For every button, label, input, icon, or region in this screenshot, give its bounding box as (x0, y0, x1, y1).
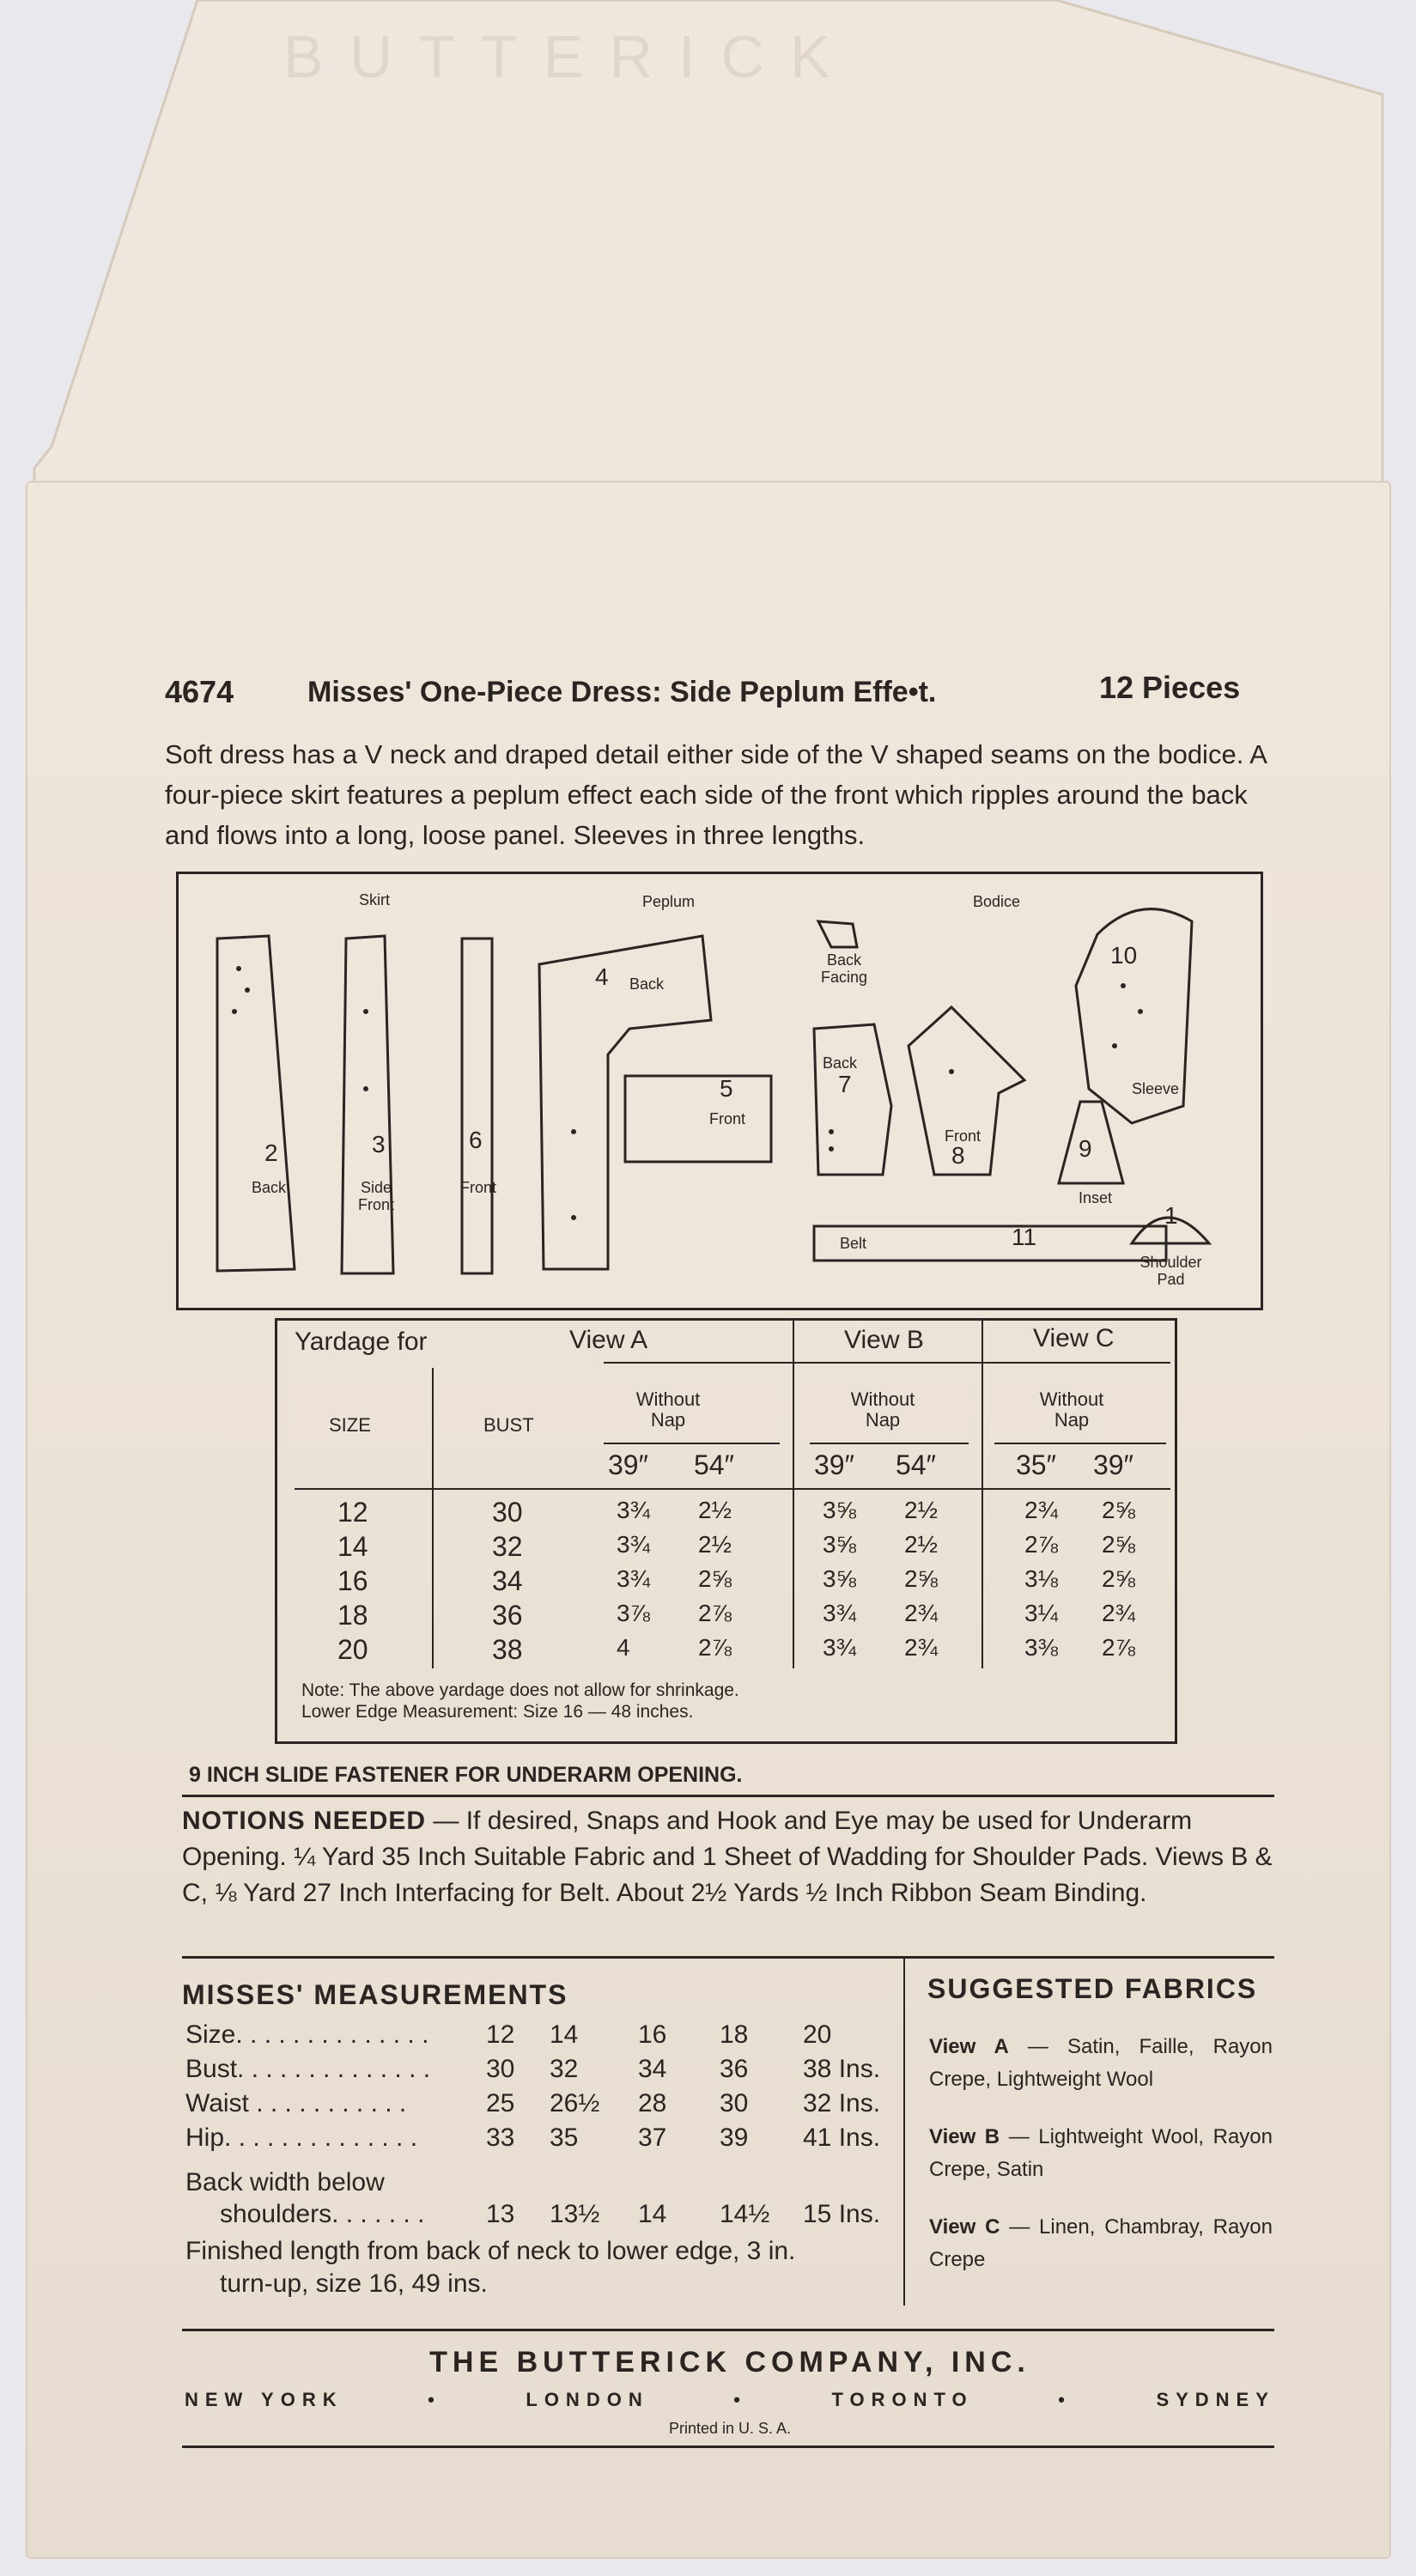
measurements-title: MISSES' MEASUREMENTS (182, 1979, 568, 2010)
nap-b-header: Without Nap (850, 1388, 915, 1431)
yardage-value: 2⅝ (1102, 1497, 1135, 1523)
piece-label: Back (823, 1054, 858, 1072)
fabrics-title: SUGGESTED FABRICS (927, 1973, 1258, 2004)
pattern-title: Misses' One-Piece Dress: Side Peplum Effe•t. (307, 676, 937, 708)
yardage-value: 3⅝ (823, 1565, 856, 1592)
view-b-header: View B (844, 1326, 924, 1354)
yardage-bust: 38 (492, 1634, 523, 1665)
back-width-value: 15 Ins. (803, 2200, 881, 2228)
yardage-value: 2⅝ (1102, 1531, 1135, 1558)
group-label-bodice: Bodice (973, 893, 1021, 910)
piece-num: 10 (1110, 942, 1138, 969)
piece-8-shape (909, 1007, 1024, 1175)
yardage-value: 4 (617, 1634, 630, 1661)
divider (182, 1795, 1274, 1797)
piece-label: Back (629, 975, 665, 993)
measurement-value: 36 (720, 2055, 749, 2083)
yardage-size: 18 (337, 1600, 368, 1631)
piece-label: Sleeve (1132, 1080, 1180, 1097)
piece-num: 7 (838, 1071, 852, 1097)
yardage-value: 3⅝ (823, 1497, 856, 1523)
yardage-size: 16 (337, 1565, 368, 1596)
divider (182, 1956, 1274, 1959)
width-header: 39″ (1093, 1449, 1133, 1480)
measurement-value: 38 Ins. (803, 2055, 881, 2083)
yardage-value: 3⅛ (1024, 1565, 1058, 1592)
pattern-pieces-diagram (176, 872, 1263, 1310)
yardage-value: 2¾ (904, 1600, 938, 1626)
width-header: 54″ (694, 1449, 734, 1480)
notions-label: NOTIONS NEEDED (182, 1807, 427, 1835)
size-header: SIZE (329, 1414, 371, 1436)
measurement-value: 16 (638, 2020, 667, 2049)
measurement-value: 30 (720, 2089, 749, 2117)
back-width-value: 13½ (550, 2200, 600, 2228)
piece-label: Back Facing (820, 951, 868, 986)
fabric-view-c: View C — Linen, Chambray, Rayon Crepe (929, 2215, 1273, 2271)
nap-c-header: Without Nap (1039, 1388, 1104, 1431)
measurement-value: 32 (550, 2055, 579, 2083)
yardage-bust: 30 (492, 1497, 523, 1528)
measurement-value: 26½ (550, 2089, 600, 2117)
yardage-value: 3⅜ (1024, 1634, 1058, 1661)
piece-label: Back (252, 1179, 287, 1196)
width-header: 39″ (608, 1449, 648, 1480)
yardage-value: 3¾ (823, 1634, 856, 1661)
view-c-header: View C (1033, 1324, 1115, 1352)
piece-label: Inset (1079, 1189, 1113, 1206)
company-name: THE BUTTERICK COMPANY, INC. (429, 2346, 1030, 2379)
piece-3-shape (342, 936, 393, 1273)
measurement-label: Size. . . . . . . . . . . . . . (185, 2020, 429, 2049)
piece-back-facing-shape (818, 921, 857, 947)
yardage-value: 2⅝ (1102, 1565, 1135, 1592)
back-width-value: 14½ (720, 2200, 770, 2228)
piece-num: 8 (951, 1142, 965, 1169)
piece-label: Front (460, 1179, 497, 1196)
finished-length-2: turn-up, size 16, 49 ins. (220, 2269, 488, 2298)
measurement-value: 12 (486, 2020, 515, 2049)
piece-num: 6 (469, 1127, 483, 1153)
measurement-value: 14 (550, 2020, 579, 2049)
view-a-header: View A (569, 1326, 648, 1354)
piece-label: Shoulder Pad (1139, 1254, 1202, 1288)
yardage-table (275, 1318, 1177, 1744)
width-header: 35″ (1016, 1449, 1056, 1480)
yardage-value: 3¾ (617, 1531, 650, 1558)
piece-label: Belt (840, 1235, 867, 1252)
pattern-number: 4674 (165, 674, 234, 709)
yardage-value: 3¾ (617, 1565, 650, 1592)
piece-num: 5 (720, 1075, 733, 1102)
yardage-value: 2⅞ (698, 1634, 732, 1661)
fastener-note: 9 INCH SLIDE FASTENER FOR UNDERARM OPENING. (189, 1763, 743, 1787)
measurement-value: 28 (638, 2089, 667, 2117)
yardage-bust: 36 (492, 1600, 523, 1631)
measurement-value: 25 (486, 2089, 515, 2117)
yardage-value: 2⅞ (1024, 1531, 1058, 1558)
yardage-value: 2⅝ (698, 1565, 732, 1592)
company-cities: NEW YORK • LONDON • TORONTO • SYDNEY (185, 2389, 1275, 2410)
yardage-title: Yardage for (295, 1327, 428, 1356)
fabric-view-a: View A — Satin, Faille, Rayon Crepe, Lightweight Wool (929, 2035, 1273, 2091)
piece-6-shape (462, 939, 492, 1273)
nap-a-header: Without Nap (635, 1388, 701, 1431)
piece-num: 4 (595, 963, 609, 990)
yardage-size: 12 (337, 1497, 368, 1528)
yardage-value: 3¾ (823, 1600, 856, 1626)
yardage-note: Note: The above yardage does not allow for shrinkage. (301, 1680, 739, 1700)
piece-num: 2 (264, 1139, 278, 1166)
measurement-value: 32 Ins. (803, 2089, 881, 2117)
measurement-value: 20 (803, 2020, 832, 2049)
yardage-value: 2½ (904, 1497, 938, 1523)
svg-text:BUTTERICK: BUTTERICK (283, 23, 856, 90)
yardage-value: 2⅞ (698, 1600, 732, 1626)
yardage-bust: 34 (492, 1565, 523, 1596)
divider (182, 2329, 1274, 2331)
piece-5-shape (625, 1076, 771, 1162)
measurement-label: Bust. . . . . . . . . . . . . . (185, 2055, 431, 2083)
yardage-size: 20 (337, 1634, 368, 1665)
bust-header: BUST (483, 1414, 534, 1436)
width-header: 54″ (896, 1449, 936, 1480)
pattern-description: Soft dress has a V neck and draped detail either side of the V shaped seams on the bodice. A four-piece skirt features a peplum effect each side of the front which ripples around the back and flows into a long, loose panel. Sleeves in three lengths. (165, 739, 1267, 850)
width-header: 39″ (814, 1449, 854, 1480)
piece-7-shape (814, 1024, 891, 1175)
piece-num: 1 (1164, 1202, 1178, 1229)
back-width-label: Back width below (185, 2168, 385, 2196)
group-label-peplum: Peplum (642, 893, 696, 910)
yardage-value: 2¾ (904, 1634, 938, 1661)
yardage-value: 2¾ (1102, 1600, 1135, 1626)
fabric-view-b: View B — Lightweight Wool, Rayon Crepe, Satin (929, 2125, 1273, 2181)
column-divider (903, 1958, 905, 2306)
yardage-value: 3⅝ (823, 1531, 856, 1558)
yardage-value: 3⅞ (617, 1600, 650, 1626)
notions-text: — If desired, Snaps and Hook and Eye may be used for Underarm Opening. ¼ Yard 35 Inch Suitable Fabric and 1 Sheet of Wadding for Shoulder Pads. Views B & C, ⅛ Yard 27 Inch Interfacing for Belt. About 2½ Yards ½ Inch Ribbon Seam Binding. (182, 1807, 1273, 1907)
piece-2-shape (217, 936, 295, 1271)
measurement-label: Hip. . . . . . . . . . . . . . (185, 2123, 418, 2152)
yardage-value: 2¾ (1024, 1497, 1058, 1523)
piece-num: 3 (372, 1131, 386, 1157)
lower-edge-note: Lower Edge Measurement: Size 16 — 48 inches. (301, 1702, 694, 1722)
yardage-bust: 32 (492, 1531, 523, 1562)
piece-num: 11 (1012, 1224, 1037, 1250)
yardage-value: 2⅞ (1102, 1634, 1135, 1661)
piece-count: 12 Pieces (1099, 670, 1241, 705)
back-width-value: 13 (486, 2200, 515, 2228)
piece-label: Front (945, 1127, 981, 1145)
yardage-value: 2½ (698, 1497, 732, 1523)
measurement-value: 41 Ins. (803, 2123, 881, 2152)
piece-label: Front (709, 1110, 746, 1127)
measurement-label: Waist . . . . . . . . . . . (185, 2089, 407, 2117)
measurement-value: 35 (550, 2123, 579, 2152)
piece-11-shape (814, 1226, 1166, 1261)
yardage-value: 2⅝ (904, 1565, 938, 1592)
measurement-value: 30 (486, 2055, 515, 2083)
printed-in: Printed in U. S. A. (668, 2420, 792, 2437)
yardage-value: 2½ (904, 1531, 938, 1558)
yardage-size: 14 (337, 1531, 368, 1562)
measurement-value: 37 (638, 2123, 667, 2152)
measurement-value: 39 (720, 2123, 749, 2152)
yardage-value: 3¼ (1024, 1600, 1058, 1626)
notions-block (182, 1803, 1274, 1911)
yardage-value: 2½ (698, 1531, 732, 1558)
divider (182, 2445, 1274, 2448)
measurement-value: 33 (486, 2123, 515, 2152)
yardage-value: 3¾ (617, 1497, 650, 1523)
piece-label: Side Front (357, 1179, 394, 1213)
measurement-value: 18 (720, 2020, 749, 2049)
back-width-label-2: shoulders. . . . . . . (220, 2200, 425, 2228)
finished-length: Finished length from back of neck to lower edge, 3 in. (185, 2237, 796, 2265)
back-width-value: 14 (638, 2200, 667, 2228)
group-label-skirt: Skirt (359, 891, 390, 908)
measurement-value: 34 (638, 2055, 667, 2083)
piece-num: 9 (1079, 1135, 1092, 1162)
